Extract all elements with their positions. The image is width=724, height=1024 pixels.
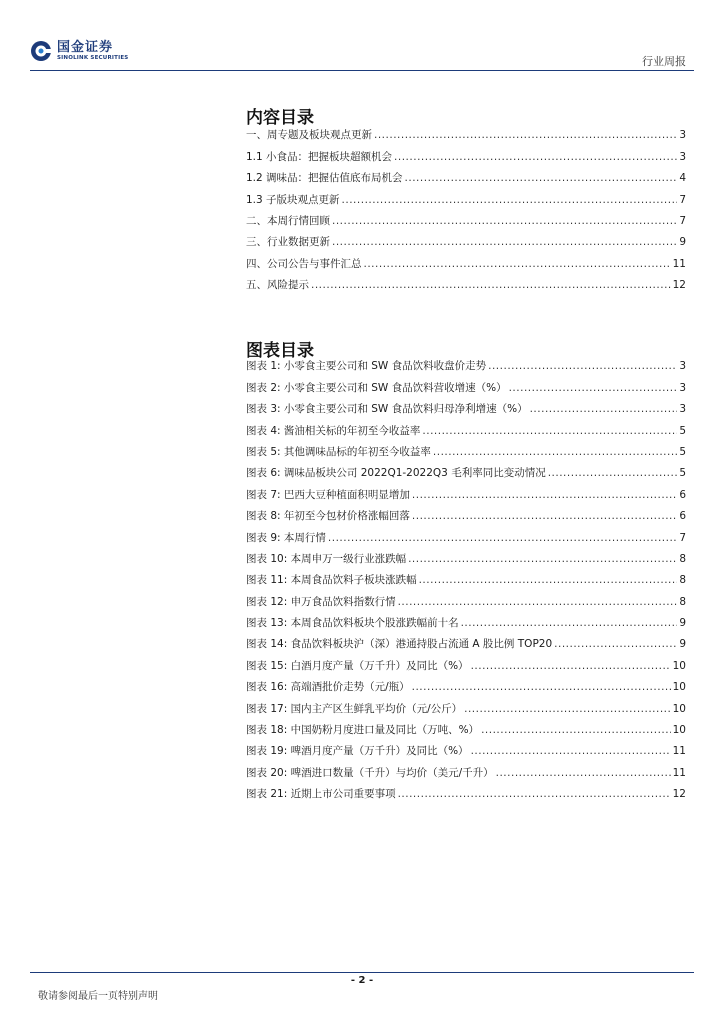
header-divider xyxy=(30,70,694,71)
figures-title: 图表目录 xyxy=(246,341,314,361)
contents-entry-label: 二、本周行情回顾 xyxy=(246,214,330,227)
contents-entry[interactable] xyxy=(246,228,686,249)
figure-entry[interactable] xyxy=(246,673,686,694)
figure-entry-label: 图表 2: 小零食主要公司和 SW 食品饮料营收增速（%） xyxy=(246,381,507,394)
dot-leader xyxy=(374,128,677,142)
figure-entry-page: 11 xyxy=(672,766,686,779)
dot-leader xyxy=(433,445,677,459)
dot-leader xyxy=(364,257,671,271)
dot-leader xyxy=(530,402,678,416)
figure-entry-label: 图表 9: 本周行情 xyxy=(246,531,326,544)
figure-entry[interactable] xyxy=(246,758,686,779)
figure-entry-page: 3 xyxy=(679,360,686,373)
figure-entry-label: 图表 18: 中国奶粉月度进口量及同比（万吨、%） xyxy=(246,724,480,737)
figure-entry-page: 5 xyxy=(679,424,686,437)
dot-leader xyxy=(471,659,671,673)
contents-entry-page: 4 xyxy=(679,172,686,185)
dot-leader xyxy=(481,723,671,737)
dot-leader xyxy=(419,573,678,587)
figure-entry-label: 图表 17: 国内主产区生鲜乳平均价（元/公斤） xyxy=(246,702,463,715)
figure-entry-page: 8 xyxy=(679,552,686,565)
dot-leader xyxy=(412,680,671,694)
contents-entry-label: 一、周专题及板块观点更新 xyxy=(246,129,372,142)
figure-entry-page: 6 xyxy=(679,510,686,523)
figure-entry[interactable] xyxy=(246,352,686,373)
contents-entry-label: 五、风险提示 xyxy=(246,279,309,292)
figure-entry[interactable] xyxy=(246,459,686,480)
figure-entry[interactable] xyxy=(246,609,686,630)
contents-entry[interactable] xyxy=(246,142,686,163)
dot-leader xyxy=(408,552,677,566)
figure-entry-page: 5 xyxy=(679,467,686,480)
figure-entry-label: 图表 8: 年初至今包材价格涨幅回落 xyxy=(246,510,410,523)
contents-entry-page: 7 xyxy=(679,193,686,206)
contents-entry[interactable] xyxy=(246,164,686,185)
dot-leader xyxy=(398,595,678,609)
figure-entry-label: 图表 1: 小零食主要公司和 SW 食品饮料收盘价走势 xyxy=(246,360,487,373)
dot-leader xyxy=(412,488,677,502)
logo-chinese-name: 国金证券 xyxy=(57,39,114,55)
figure-entry[interactable] xyxy=(246,566,686,587)
contents-entry[interactable] xyxy=(246,185,686,206)
sinolink-logo-icon xyxy=(30,40,52,62)
dot-leader xyxy=(311,278,671,292)
contents-entry[interactable] xyxy=(246,121,686,142)
dot-leader xyxy=(461,616,678,630)
figure-entry[interactable] xyxy=(246,545,686,566)
figure-entry[interactable] xyxy=(246,395,686,416)
figure-entry[interactable] xyxy=(246,737,686,758)
figure-entry-label: 图表 10: 本周申万一级行业涨跌幅 xyxy=(246,552,407,565)
figure-entry-label: 图表 7: 巴西大豆种植面积明显增加 xyxy=(246,488,410,501)
report-type: 行业周报 xyxy=(642,55,686,68)
contents-entry-page: 7 xyxy=(679,214,686,227)
contents-entry-label: 1.2 调味品：把握估值底布局机会 xyxy=(246,172,403,185)
contents-title: 内容目录 xyxy=(246,108,314,128)
figure-entry-page: 6 xyxy=(679,488,686,501)
figure-entry-label: 图表 13: 本周食品饮料板块个股涨跌幅前十名 xyxy=(246,617,459,630)
figure-entry-page: 10 xyxy=(672,681,686,694)
figure-entry[interactable] xyxy=(246,651,686,672)
dot-leader xyxy=(332,235,677,249)
figure-entry-label: 图表 20: 啤酒进口数量（千升）与均价（美元/千升） xyxy=(246,766,494,779)
figure-entry-page: 9 xyxy=(679,617,686,630)
figure-entry-label: 图表 3: 小零食主要公司和 SW 食品饮料归母净利增速（%） xyxy=(246,403,528,416)
figure-entry-page: 8 xyxy=(679,574,686,587)
figure-entry-page: 10 xyxy=(672,702,686,715)
figure-entry[interactable] xyxy=(246,694,686,715)
dot-leader xyxy=(332,214,677,228)
figure-entry-page: 8 xyxy=(679,595,686,608)
figure-entry-label: 图表 14: 食品饮料板块沪（深）港通持股占流通 A 股比例 TOP20 xyxy=(246,638,553,651)
dot-leader xyxy=(342,193,678,207)
footer-divider xyxy=(30,972,694,973)
figure-entry-label: 图表 4: 酱油相关标的年初至今收益率 xyxy=(246,424,421,437)
dot-leader xyxy=(398,787,671,801)
contents-entry-label: 四、公司公告与事件汇总 xyxy=(246,257,362,270)
figure-entry-page: 9 xyxy=(679,638,686,651)
figure-entry[interactable] xyxy=(246,373,686,394)
contents-list xyxy=(246,121,686,292)
contents-entry-page: 9 xyxy=(679,236,686,249)
dot-leader xyxy=(405,171,678,185)
figure-entry-label: 图表 15: 白酒月度产量（万千升）及同比（%） xyxy=(246,659,469,672)
contents-entry-page: 11 xyxy=(672,257,686,270)
logo-english-name: SINOLINK SECURITIES xyxy=(57,54,129,61)
figure-entry-page: 7 xyxy=(679,531,686,544)
figure-entry[interactable] xyxy=(246,480,686,501)
contents-entry-page: 12 xyxy=(672,279,686,292)
figure-entry-page: 10 xyxy=(672,659,686,672)
figure-entry[interactable] xyxy=(246,587,686,608)
dot-leader xyxy=(464,702,671,716)
company-logo xyxy=(30,40,128,62)
figure-entry[interactable] xyxy=(246,630,686,651)
page-number: - 2 - xyxy=(350,975,374,986)
contents-entry-label: 三、行业数据更新 xyxy=(246,236,330,249)
dot-leader xyxy=(509,381,678,395)
figure-entry[interactable] xyxy=(246,416,686,437)
contents-entry[interactable] xyxy=(246,249,686,270)
dot-leader xyxy=(496,766,671,780)
dot-leader xyxy=(394,150,677,164)
figure-entry[interactable] xyxy=(246,780,686,801)
dot-leader xyxy=(412,509,677,523)
contents-entry-label: 1.3 子版块观点更新 xyxy=(246,193,340,206)
contents-entry-page: 3 xyxy=(679,150,686,163)
dot-leader xyxy=(422,424,677,438)
dot-leader xyxy=(488,359,677,373)
figure-entry[interactable] xyxy=(246,438,686,459)
figure-entry-page: 11 xyxy=(672,745,686,758)
dot-leader xyxy=(328,531,677,545)
figure-entry-page: 5 xyxy=(679,445,686,458)
figure-entry[interactable] xyxy=(246,502,686,523)
disclaimer: 敬请参阅最后一页特别声明 xyxy=(38,991,158,1002)
dot-leader xyxy=(548,466,678,480)
figure-entry-label: 图表 12: 申万食品饮料指数行情 xyxy=(246,595,396,608)
figure-entry-label: 图表 19: 啤酒月度产量（万千升）及同比（%） xyxy=(246,745,469,758)
figure-entry-label: 图表 21: 近期上市公司重要事项 xyxy=(246,788,396,801)
figure-entry-label: 图表 16: 高端酒批价走势（元/瓶） xyxy=(246,681,410,694)
dot-leader xyxy=(471,744,671,758)
figure-entry-page: 3 xyxy=(679,403,686,416)
figures-list xyxy=(246,352,686,801)
figure-entry-label: 图表 5: 其他调味品标的年初至今收益率 xyxy=(246,445,431,458)
contents-entry-page: 3 xyxy=(679,129,686,142)
figure-entry-page: 10 xyxy=(672,724,686,737)
figure-entry[interactable] xyxy=(246,716,686,737)
figure-entry-page: 3 xyxy=(679,381,686,394)
dot-leader xyxy=(554,637,677,651)
figure-entry-page: 12 xyxy=(672,788,686,801)
contents-entry[interactable] xyxy=(246,207,686,228)
page-header xyxy=(0,0,724,72)
contents-entry-label: 1.1 小食品：把握板块超额机会 xyxy=(246,150,393,163)
contents-entry[interactable] xyxy=(246,271,686,292)
figure-entry[interactable] xyxy=(246,523,686,544)
figure-entry-label: 图表 11: 本周食品饮料子板块涨跌幅 xyxy=(246,574,417,587)
figure-entry-label: 图表 6: 调味品板块公司 2022Q1-2022Q3 毛利率同比变动情况 xyxy=(246,467,546,480)
